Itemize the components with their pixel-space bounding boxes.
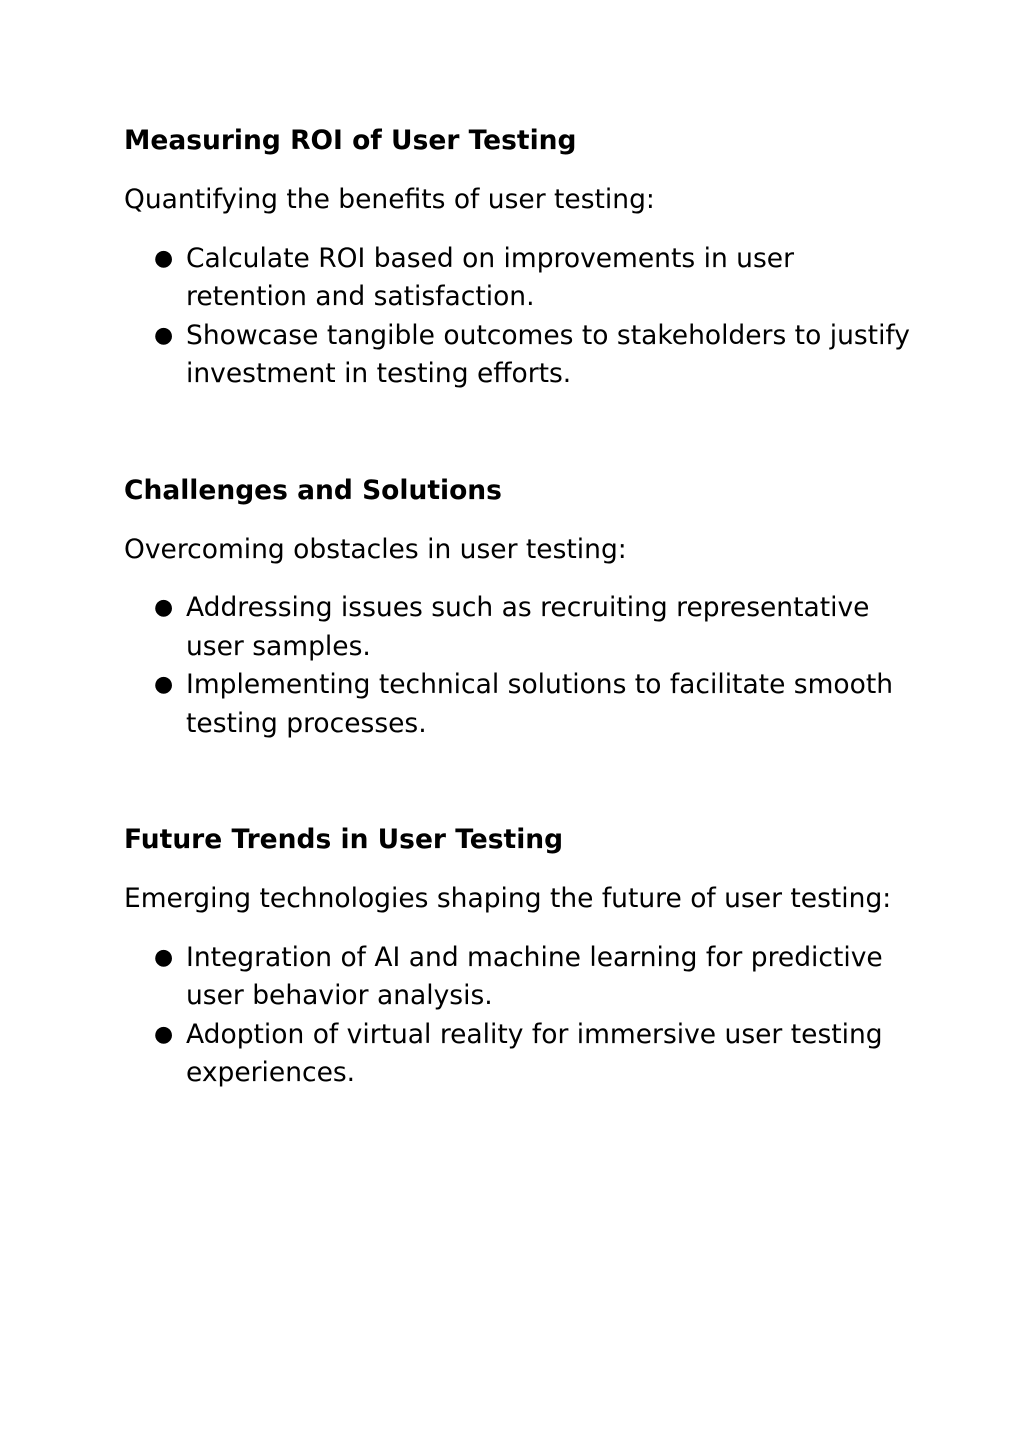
section-heading: Measuring ROI of User Testing bbox=[124, 125, 577, 156]
bullet-icon: ● bbox=[154, 1021, 174, 1047]
list-item-text: Implementing technical solutions to facilitate smooth testing processes. bbox=[186, 669, 894, 739]
bullet-icon: ● bbox=[154, 944, 174, 970]
list-item-text: Adoption of virtual reality for immersive user testing experiences. bbox=[186, 1018, 883, 1088]
section-measuring-roi bbox=[124, 122, 914, 394]
list-item-text: Integration of AI and machine learning for predictive user behavior analysis. bbox=[186, 941, 883, 1011]
document-page bbox=[124, 118, 914, 1093]
list-item-text: Addressing issues such as recruiting representative user samples. bbox=[186, 592, 870, 662]
bullet-icon: ● bbox=[154, 595, 174, 620]
section-heading: Future Trends in User Testing bbox=[124, 824, 564, 855]
section-challenges-solutions bbox=[124, 472, 914, 744]
list-item bbox=[124, 317, 914, 394]
bullet-icon: ● bbox=[154, 672, 174, 697]
list-item bbox=[124, 666, 914, 743]
bullet-list bbox=[124, 939, 914, 1093]
section-intro: Overcoming obstacles in user testing: bbox=[124, 533, 627, 565]
bullet-icon: ● bbox=[154, 322, 174, 348]
section-heading: Challenges and Solutions bbox=[124, 474, 502, 506]
bullet-icon: ● bbox=[154, 245, 174, 271]
list-item bbox=[124, 240, 914, 317]
bullet-list bbox=[124, 589, 914, 743]
list-item bbox=[124, 1016, 914, 1093]
list-item-text: Showcase tangible outcomes to stakeholders to justify investment in testing efforts. bbox=[186, 319, 910, 389]
list-item-text: Calculate ROI based on improvements in user retention and satisfaction. bbox=[186, 242, 794, 312]
list-item bbox=[124, 589, 914, 666]
section-intro: Quantifying the benefits of user testing: bbox=[124, 184, 655, 215]
list-item bbox=[124, 939, 914, 1016]
section-intro: Emerging technologies shaping the future of user testing: bbox=[124, 883, 892, 914]
bullet-list bbox=[124, 240, 914, 394]
section-future-trends bbox=[124, 821, 914, 1093]
